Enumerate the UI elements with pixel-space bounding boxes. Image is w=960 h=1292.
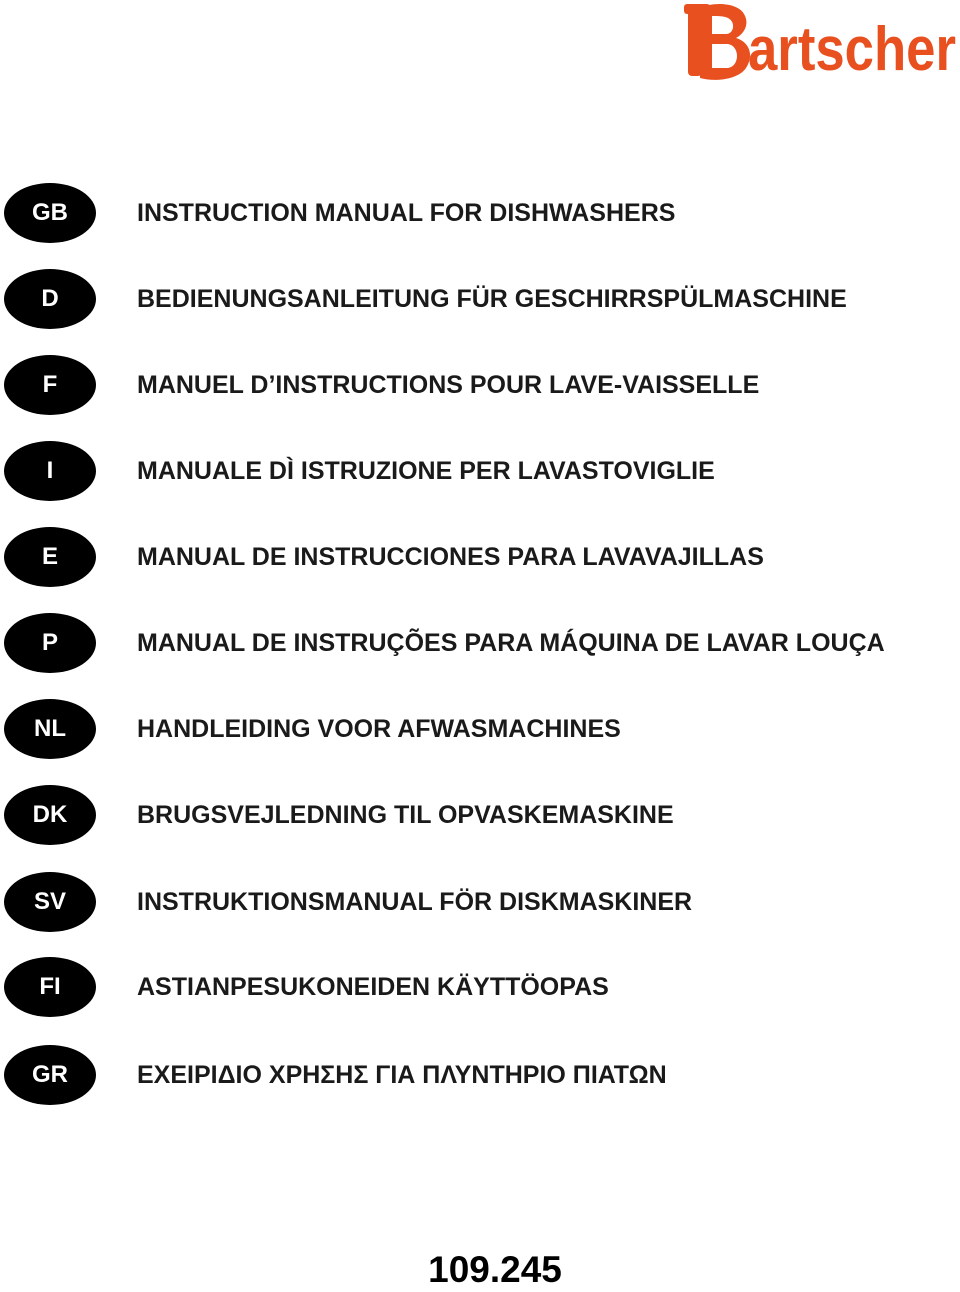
language-badge-i: I [4, 441, 96, 501]
language-row-d [0, 269, 960, 331]
language-badge-e: E [4, 527, 96, 587]
language-row-dk [0, 785, 960, 847]
model-number: 109.245 [428, 1249, 562, 1290]
language-badge-dk: DK [4, 785, 96, 845]
language-badge-f: F [4, 355, 96, 415]
manual-title-dk: BRUGSVEJLEDNING TIL OPVASKEMASKINE [137, 801, 674, 829]
manual-title-sv: INSTRUKTIONSMANUAL FÖR DISKMASKINER [137, 888, 693, 916]
manual-title-i: MANUALE DÌ ISTRUZIONE PER LAVASTOVIGLIE [137, 457, 715, 485]
language-badge-sv: SV [4, 872, 96, 932]
language-row-f [0, 355, 960, 417]
language-row-sv [0, 872, 960, 934]
language-row-i [0, 441, 960, 503]
language-badge-p: P [4, 613, 96, 673]
manual-title-d: BEDIENUNGSANLEITUNG FÜR GESCHIRRSPÜLMASCHINE [137, 285, 847, 313]
manual-title-p: MANUAL DE INSTRUÇÕES PARA MÁQUINA DE LAVAR LOUÇA [137, 629, 885, 657]
language-badge-fi: FI [4, 957, 96, 1017]
manual-title-gr: ΕΧΕΙΡΙΔΙΟ ΧΡΗΣΗΣ ΓΙΑ ΠΛΥΝΤΗΡΙΟ ΠΙΑΤΩΝ [137, 1061, 667, 1089]
language-row-gr [0, 1045, 960, 1107]
manual-title-f: MANUEL D’INSTRUCTIONS POUR LAVE-VAISSELLE [137, 371, 760, 399]
manual-title-e: MANUAL DE INSTRUCCIONES PARA LAVAVAJILLAS [137, 543, 764, 571]
language-badge-gr: GR [4, 1045, 96, 1105]
language-badge-nl: NL [4, 699, 96, 759]
language-row-fi [0, 957, 960, 1019]
manual-title-fi: ASTIANPESUKONEIDEN KÄYTTÖOPAS [137, 973, 609, 1001]
language-row-p [0, 613, 960, 675]
language-row-gb [0, 183, 960, 245]
language-row-e [0, 527, 960, 589]
language-badge-d: D [4, 269, 96, 329]
manual-title-gb: INSTRUCTION MANUAL FOR DISHWASHERS [137, 199, 676, 227]
language-badge-gb: GB [4, 183, 96, 243]
manual-title-nl: HANDLEIDING VOOR AFWASMACHINES [137, 715, 621, 743]
logo-wordmark: artscher [748, 15, 956, 84]
language-row-nl [0, 699, 960, 761]
